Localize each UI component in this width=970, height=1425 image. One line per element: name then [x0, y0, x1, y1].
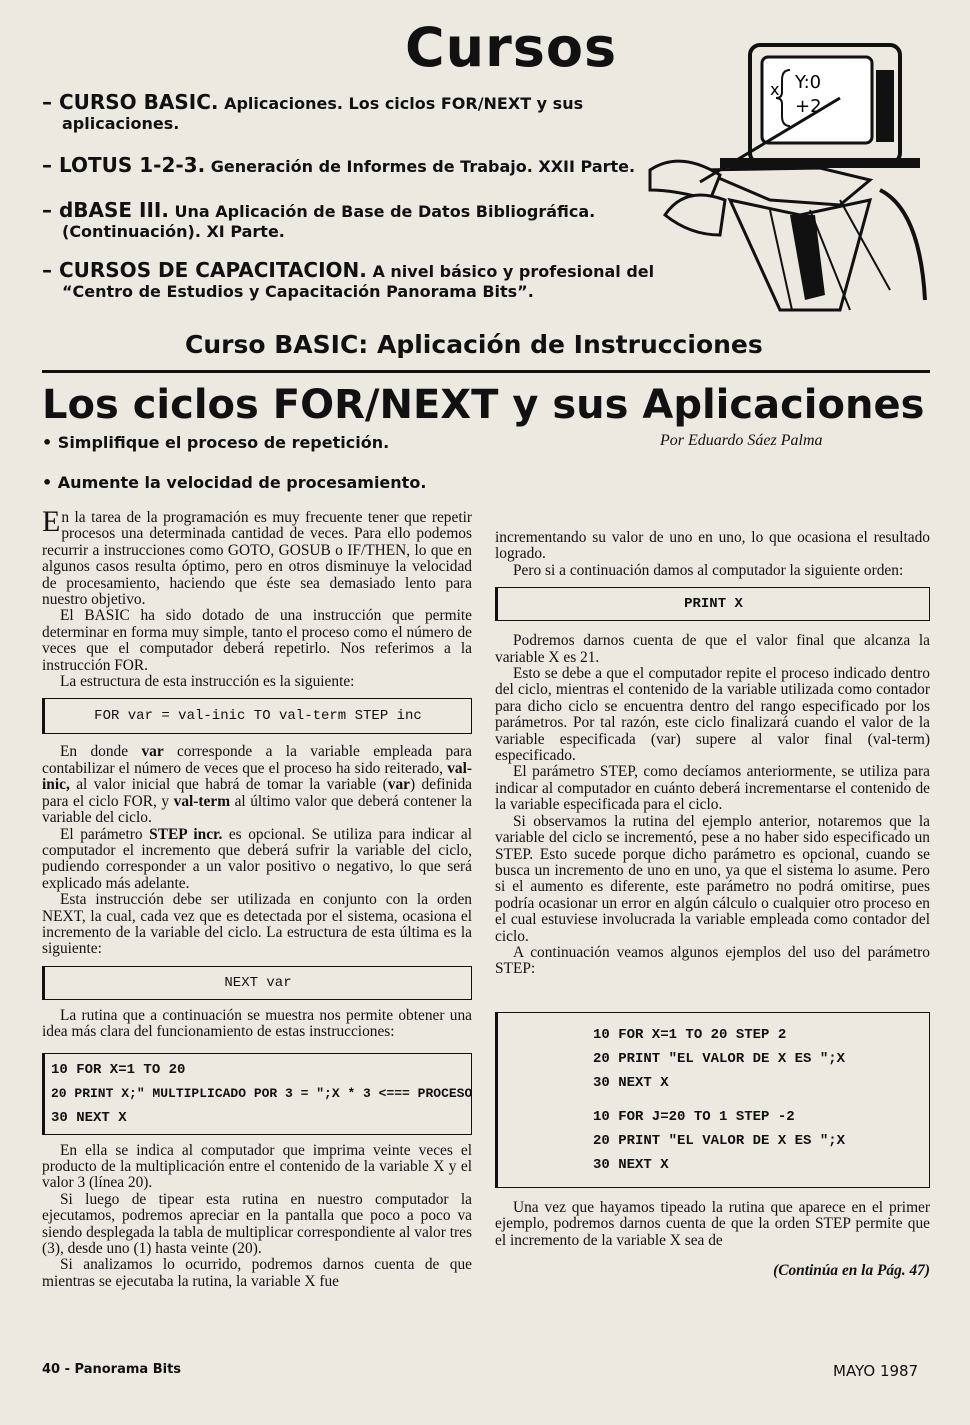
drop-cap: E	[42, 505, 61, 538]
code-line: 30 NEXT X	[51, 1109, 127, 1126]
footer-page-label: 40 - Panorama Bits	[42, 1362, 182, 1377]
code-line: 30 NEXT X	[593, 1074, 669, 1091]
code-box-next-syntax	[42, 966, 472, 1000]
toc-item-label: – CURSOS DE CAPACITACION.	[42, 258, 367, 282]
toc-item-label: – CURSO BASIC.	[42, 90, 219, 114]
screen-x-label: x	[770, 80, 780, 99]
code-line: NEXT var	[224, 974, 292, 991]
paragraph: El parámetro STEP incr. es opcional. Se utiliza para indicar al computador el incremento que deberá sufrir la variable del ciclo, pudiendo corresponder a un valor positivo o negativo, lo que será explicado más adelante.	[42, 825, 472, 892]
paragraph: Pero si a continuación damos al computador la siguiente orden:	[513, 561, 904, 579]
article-bullet-1: • Simplifique el proceso de repetición.	[42, 433, 390, 452]
article-byline: Por Eduardo Sáez Palma	[660, 432, 823, 449]
toc-item-desc-cont: aplicaciones.	[62, 114, 180, 133]
code-box-for-syntax	[42, 698, 472, 734]
paragraph: A continuación veamos algunos ejemplos del uso del parámetro STEP:	[495, 943, 930, 978]
footer-date: MAYO 1987	[833, 1362, 919, 1380]
page-title: Cursos	[405, 16, 618, 79]
paragraph: En ella se indica al computador que imprima veinte veces el producto de la multiplicación entre el contenido de la variable X y el valor 3 (línea 20).	[42, 1141, 472, 1192]
toc-item-lotus	[42, 155, 662, 177]
code-line: 10 FOR X=1 TO 20 STEP 2	[593, 1026, 787, 1043]
toc-item-desc: A nivel básico y profesional del	[366, 262, 655, 281]
paragraph: Si analizamos lo ocurrido, podremos darnos cuenta de que mientras se ejecutaba la rutina, la variable X fue	[42, 1256, 472, 1290]
paragraph: Podremos darnos cuenta de que el valor final que alcanza la variable X es 21.	[495, 632, 930, 666]
code-line: 20 PRINT X;" MULTIPLICADO POR 3 = ";X * 3 <=== PROCESO	[51, 1085, 473, 1101]
paragraph: En la tarea de la programación es muy frecuente tener que repetir procesos una determinada cantidad de veces. Para ello podemos recurrir a instrucciones como GOTO, GOSUB o IF/THEN, lo que en algunos casos resulta óptimo, pero en otros disminuye la velocidad de procesamiento, haciendo que éste sea demasiado lento para nuestro objetivo.	[42, 505, 472, 609]
code-box-example-routine	[42, 1053, 472, 1135]
code-line: 20 PRINT "EL VALOR DE X ES ";X	[593, 1132, 846, 1149]
toc-item-capacitacion	[42, 260, 662, 302]
toc-item-desc: Aplicaciones. Los ciclos FOR/NEXT y sus	[218, 94, 584, 113]
screen-line-2: +2	[795, 96, 822, 117]
toc-item-label: – dBASE III.	[42, 198, 169, 222]
continued-note: (Continúa en la Pág. 47)	[773, 1261, 930, 1279]
toc-item-basic	[42, 92, 662, 134]
paragraph: incrementando su valor de uno en uno, lo que ocasiona el resultado logrado.	[495, 529, 930, 563]
paragraph: El parámetro STEP, como decíamos anteriormente, se utiliza para indicar al computador en cuánto deberá incrementarse el contenido de la variable especificada para el ciclo.	[495, 763, 930, 814]
section-title: Curso BASIC: Aplicación de Instrucciones	[185, 330, 763, 359]
toc-item-desc-cont: “Centro de Estudios y Capacitación Panorama Bits”.	[62, 282, 534, 301]
right-column	[495, 530, 930, 1279]
paragraph: Si luego de tipear esta rutina en nuestro computador la ejecutamos, podremos apreciar en la pantalla que poco a poco va siendo desplegada la tabla de multiplicar correspondiente al valor tres (3), desde uno (1) hasta veinte (20).	[42, 1190, 472, 1257]
toc-item-label: – LOTUS 1-2-3.	[42, 153, 206, 177]
computer-teacher-illustration	[640, 40, 930, 315]
toc-item-dbase	[42, 200, 662, 242]
screen-line-1: Y:0	[795, 72, 822, 93]
article-title: Los ciclos FOR/NEXT y sus Aplicaciones	[42, 382, 925, 428]
paragraph: Si observamos la rutina del ejemplo anterior, notaremos que la variable del ciclo se incrementó, pese a no haber sido especificado un STEP. Esto sucede porque dicho parámetro es opcional, cuando se busca un incremento de uno en uno, ya que el sistema lo asume. Pero si el aumento es diferente, este parámetro no podrá omitirse, pues podría ocasionar un error en algún cálculo o cualquier otro proceso en el cual estuviese involucrada la variable empleada como contador del ciclo.	[495, 812, 930, 945]
paragraph: La rutina que a continuación se muestra nos permite obtener una idea más clara del funcionamiento de estas instrucciones:	[42, 1006, 472, 1041]
toc-item-desc: Generación de Informes de Trabajo. XXII Parte.	[205, 157, 636, 176]
article-bullet-2: • Aumente la velocidad de procesamiento.	[42, 473, 427, 492]
toc-item-desc: Una Aplicación de Base de Datos Bibliográfica.	[168, 202, 596, 221]
code-line: FOR var = val-inic TO val-term STEP inc	[94, 708, 422, 725]
paragraph: En donde var corresponde a la variable empleada para contabilizar el número de veces que el proceso ha sido reiterado, val-inic, al valor inicial que habrá de tomar la variable (var) definida para el ciclo FOR, y val-term al último valor que deberá contener la variable del ciclo.	[42, 743, 472, 827]
paragraph: La estructura de esta instrucción es la siguiente:	[60, 673, 355, 691]
code-line: PRINT X	[684, 596, 743, 613]
code-box-step-examples	[495, 1012, 930, 1188]
section-divider	[42, 370, 930, 373]
paragraph: El BASIC ha sido dotado de una instrucción que permite determinar en forma muy simple, tanto el proceso como el número de veces que el computador deberá repetirlo. Nos referimos a la instrucción FOR.	[42, 607, 472, 674]
left-column	[42, 505, 473, 1290]
toc-item-desc-cont: (Continuación). XI Parte.	[62, 222, 285, 241]
code-line: 30 NEXT X	[593, 1156, 669, 1173]
code-line: 20 PRINT "EL VALOR DE X ES ";X	[593, 1050, 846, 1067]
code-line: 10 FOR J=20 TO 1 STEP -2	[593, 1108, 795, 1125]
code-line: 10 FOR X=1 TO 20	[51, 1061, 186, 1078]
code-box-print-x	[495, 587, 930, 621]
paragraph: Esto se debe a que el computador repite el proceso indicado dentro del ciclo, mientras el contenido de la variable utilizada como contador para dicho ciclo se encuentra dentro del rango especificado por los parámetros. Por tal razón, este ciclo finalizará cuando el valor de la variable especificada (var) supere al valor final (val-term) especificado.	[495, 665, 930, 765]
paragraph: Una vez que hayamos tipeado la rutina que aparece en el primer ejemplo, podremos darnos cuenta de que la orden STEP permite que el incremento de la variable X sea de	[495, 1198, 930, 1249]
paragraph: Esta instrucción debe ser utilizada en conjunto con la orden NEXT, la cual, cada vez que es detectada por el sistema, ocasiona el incremento de la variable del ciclo. La estructura de esta última es la siguiente:	[42, 891, 472, 958]
